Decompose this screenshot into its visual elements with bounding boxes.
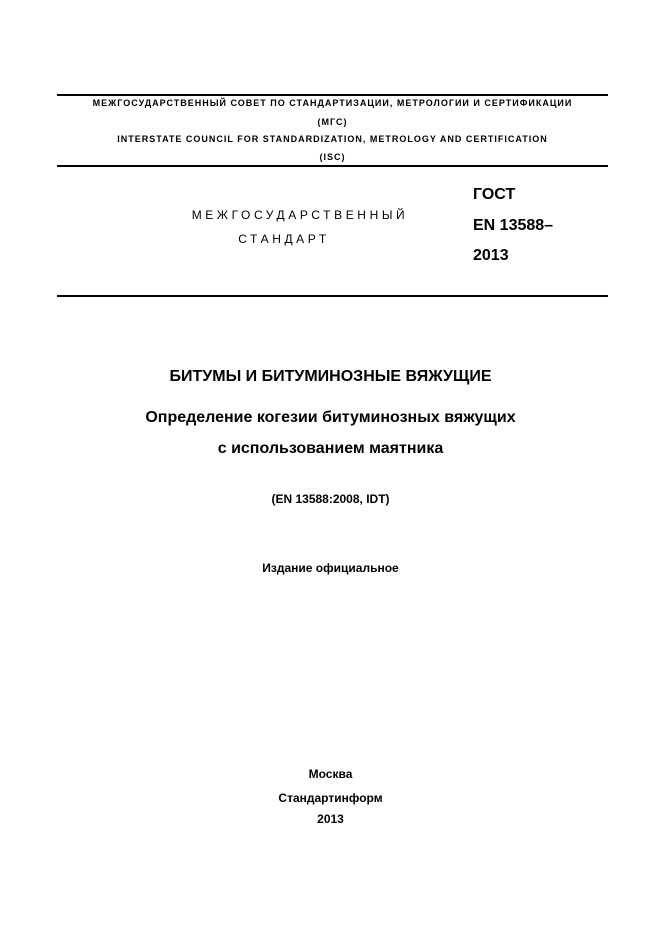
document-title: БИТУМЫ И БИТУМИНОЗНЫЕ ВЯЖУЩИЕ — [169, 368, 492, 385]
standard-label-line1: МЕЖГОСУДАРСТВЕННЫЙ — [191, 208, 409, 222]
header-bottom-rule — [57, 165, 608, 167]
imprint-publisher: Стандартинформ — [278, 791, 383, 805]
imprint-city: Москва — [308, 767, 353, 781]
document-subtitle-line1: Определение когезии битуминозных вяжущих — [145, 409, 516, 426]
standard-label-line2: СТАНДАРТ — [238, 232, 330, 246]
council-abbr-en: (ISC) — [319, 152, 346, 162]
top-rule — [57, 94, 608, 96]
designation-bottom-rule — [57, 295, 608, 297]
council-name-ru: МЕЖГОСУДАРСТВЕННЫЙ СОВЕТ ПО СТАНДАРТИЗАЦИИ, МЕТРОЛОГИИ И СЕРТИФИКАЦИИ — [92, 98, 573, 108]
edition-note: Издание официальное — [262, 561, 399, 575]
imprint-year: 2013 — [317, 812, 344, 826]
standard-designation-year: 2013 — [473, 247, 509, 264]
standard-designation-number: EN 13588– — [473, 217, 554, 234]
standard-designation-gost: ГОСТ — [473, 186, 516, 203]
council-name-en: INTERSTATE COUNCIL FOR STANDARDIZATION, METROLOGY AND CERTIFICATION — [117, 134, 548, 144]
council-abbr-ru: (МГС) — [317, 117, 348, 127]
document-subtitle-line2: с использованием маятника — [217, 440, 444, 457]
equivalence-note: (EN 13588:2008, IDT) — [271, 492, 390, 506]
